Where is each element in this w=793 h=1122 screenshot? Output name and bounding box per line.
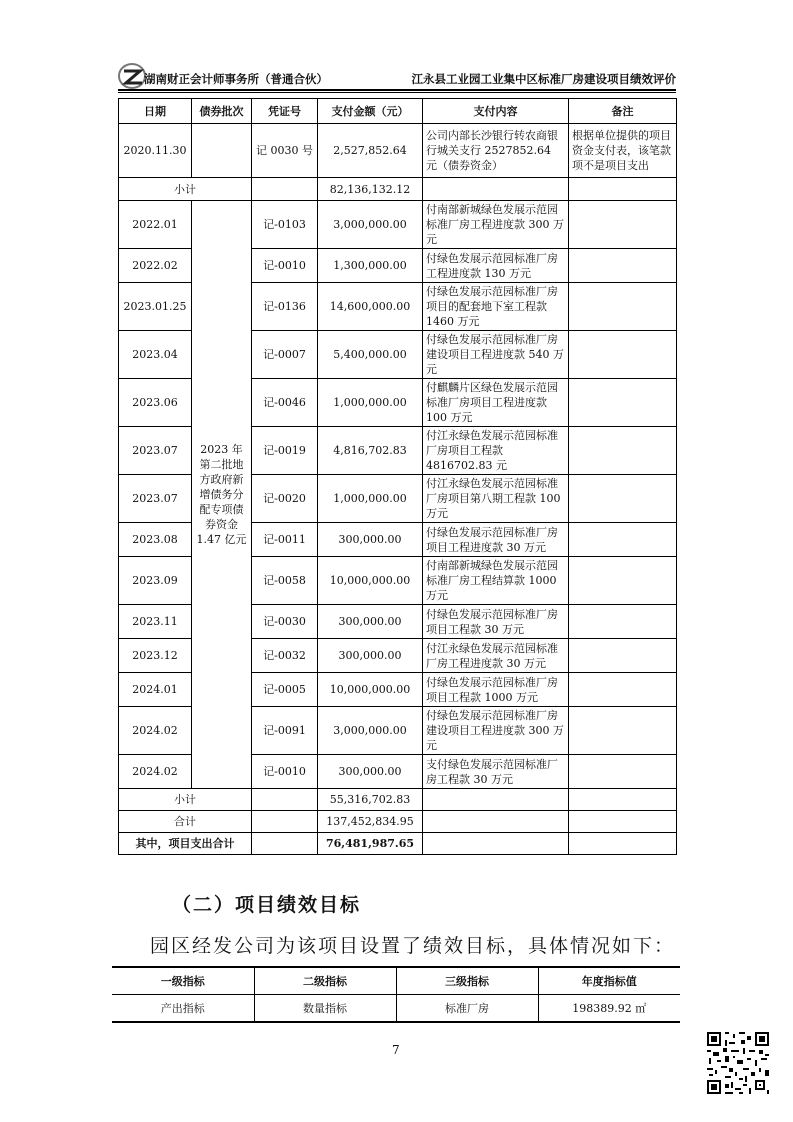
project-total-amount: 76,481,987.65 xyxy=(318,833,423,855)
cell-empty xyxy=(569,789,677,811)
cell-date: 2023.06 xyxy=(119,379,192,427)
cell-remark-empty xyxy=(569,249,677,283)
cell-content: 付江永绿色发展示范园标准厂房工程进度款 30 万元 xyxy=(423,639,569,673)
cell-date: 2023.11 xyxy=(119,605,192,639)
cell-empty xyxy=(252,789,318,811)
header-date: 日期 xyxy=(119,99,192,124)
cell-voucher: 记-0136 xyxy=(252,283,318,331)
cell-voucher: 记-0103 xyxy=(252,201,318,249)
cell-date: 2023.08 xyxy=(119,523,192,557)
subtotal-amount: 55,316,702.83 xyxy=(318,789,423,811)
cell-batch: 2023 年第二批地方政府新增债务分配专项债券资金 1.47 亿元 xyxy=(192,201,252,789)
cell-amount: 300,000.00 xyxy=(318,755,423,789)
cell-voucher: 记 0030 号 xyxy=(252,124,318,178)
cell-remark: 根据单位提供的项目资金支付表，该笔款项不是项目支出 xyxy=(569,124,677,178)
cell-remark-empty xyxy=(569,201,677,249)
total-row xyxy=(119,811,677,833)
cell-date: 2023.01.25 xyxy=(119,283,192,331)
cell-amount: 10,000,000.00 xyxy=(318,673,423,707)
cell-amount: 1,000,000.00 xyxy=(318,379,423,427)
performance-target-table xyxy=(112,966,680,1023)
cell-empty xyxy=(423,178,569,201)
table-row xyxy=(119,201,677,249)
cell-empty xyxy=(569,178,677,201)
cell-content: 付南部新城绿色发展示范园标准厂房工程结算款 1000 万元 xyxy=(423,557,569,605)
cell-level1: 产出指标 xyxy=(112,995,254,1023)
cell-content: 付绿色发展示范园标准厂房工程进度款 130 万元 xyxy=(423,249,569,283)
payment-table xyxy=(118,98,677,855)
header-rule-thin xyxy=(118,92,676,93)
cell-voucher: 记-0058 xyxy=(252,557,318,605)
subtotal-label: 小计 xyxy=(119,178,252,201)
header-content: 支付内容 xyxy=(423,99,569,124)
cell-remark-empty xyxy=(569,673,677,707)
cell-voucher: 记-0007 xyxy=(252,331,318,379)
cell-amount: 3,000,000.00 xyxy=(318,201,423,249)
cell-empty xyxy=(423,833,569,855)
cell-content: 付绿色发展示范园标准厂房项目工程款 30 万元 xyxy=(423,605,569,639)
cell-remark-empty xyxy=(569,475,677,523)
project-total-label: 其中，项目支出合计 xyxy=(119,833,252,855)
header-amount: 支付金额（元） xyxy=(318,99,423,124)
table-row xyxy=(119,124,677,178)
cell-voucher: 记-0020 xyxy=(252,475,318,523)
cell-date: 2020.11.30 xyxy=(119,124,192,178)
cell-amount: 2,527,852.64 xyxy=(318,124,423,178)
cell-content: 付绿色发展示范园标准厂房项目工程进度款 30 万元 xyxy=(423,523,569,557)
cell-empty xyxy=(252,178,318,201)
section-heading: （二）项目绩效目标 xyxy=(172,894,362,916)
firm-name: 湖南财正会计师事务所（普通合伙） xyxy=(144,72,328,86)
cell-remark-empty xyxy=(569,605,677,639)
cell-content: 公司内部长沙银行转农商银行城关支行 2527852.64 元（债券资金） xyxy=(423,124,569,178)
cell-remark-empty xyxy=(569,379,677,427)
document-title: 江永县工业园工业集中区标准厂房建设项目绩效评价 xyxy=(411,72,676,86)
cell-remark-empty xyxy=(569,283,677,331)
cell-content: 付绿色发展示范园标准厂房项目工程款 1000 万元 xyxy=(423,673,569,707)
qr-code-icon xyxy=(705,1030,771,1096)
cell-amount: 4,816,702.83 xyxy=(318,427,423,475)
cell-date: 2024.02 xyxy=(119,755,192,789)
cell-amount: 300,000.00 xyxy=(318,639,423,673)
header-level3: 三级指标 xyxy=(396,967,538,995)
cell-voucher: 记-0010 xyxy=(252,249,318,283)
cell-empty xyxy=(252,833,318,855)
cell-date: 2023.07 xyxy=(119,427,192,475)
project-total-row xyxy=(119,833,677,855)
subtotal-amount: 82,136,132.12 xyxy=(318,178,423,201)
cell-remark-empty xyxy=(569,331,677,379)
cell-remark-empty xyxy=(569,557,677,605)
header-level1: 一级指标 xyxy=(112,967,254,995)
cell-amount: 5,400,000.00 xyxy=(318,331,423,379)
target-header-row xyxy=(112,967,680,995)
cell-empty xyxy=(252,811,318,833)
cell-date: 2023.09 xyxy=(119,557,192,605)
header-annual-value: 年度指标值 xyxy=(538,967,680,995)
cell-voucher: 记-0032 xyxy=(252,639,318,673)
cell-date: 2023.12 xyxy=(119,639,192,673)
subtotal-row xyxy=(119,789,677,811)
cell-date: 2022.01 xyxy=(119,201,192,249)
cell-annual-value: 198389.92 ㎡ xyxy=(538,995,680,1023)
cell-date: 2023.04 xyxy=(119,331,192,379)
cell-voucher: 记-0011 xyxy=(252,523,318,557)
cell-date: 2023.07 xyxy=(119,475,192,523)
cell-amount: 3,000,000.00 xyxy=(318,707,423,755)
cell-voucher: 记-0091 xyxy=(252,707,318,755)
cell-date: 2022.02 xyxy=(119,249,192,283)
cell-date: 2024.02 xyxy=(119,707,192,755)
subtotal-label: 小计 xyxy=(119,789,252,811)
total-amount: 137,452,834.95 xyxy=(318,811,423,833)
cell-amount: 300,000.00 xyxy=(318,605,423,639)
page-number: 7 xyxy=(392,1043,400,1057)
cell-content: 付江永绿色发展示范园标准厂房项目第八期工程款 100 万元 xyxy=(423,475,569,523)
cell-voucher: 记-0030 xyxy=(252,605,318,639)
cell-date: 2024.01 xyxy=(119,673,192,707)
cell-remark-empty xyxy=(569,755,677,789)
cell-remark-empty xyxy=(569,523,677,557)
cell-amount: 300,000.00 xyxy=(318,523,423,557)
cell-empty xyxy=(569,833,677,855)
cell-level3: 标准厂房 xyxy=(396,995,538,1023)
cell-batch-empty xyxy=(192,124,252,178)
subtotal-row xyxy=(119,178,677,201)
header-rule-thick xyxy=(118,89,676,91)
body-paragraph: 园区经发公司为该项目设置了绩效目标，具体情况如下： xyxy=(150,935,676,957)
cell-content: 付南部新城绿色发展示范园标准厂房工程进度款 300 万元 xyxy=(423,201,569,249)
header-voucher: 凭证号 xyxy=(252,99,318,124)
total-label: 合计 xyxy=(119,811,252,833)
header-remark: 备注 xyxy=(569,99,677,124)
cell-amount: 1,000,000.00 xyxy=(318,475,423,523)
cell-content: 付绿色发展示范园标准厂房建设项目工程进度款 300 万元 xyxy=(423,707,569,755)
cell-voucher: 记-0019 xyxy=(252,427,318,475)
target-row xyxy=(112,995,680,1023)
cell-amount: 1,300,000.00 xyxy=(318,249,423,283)
cell-content: 付绿色发展示范园标准厂房建设项目工程进度款 540 万元 xyxy=(423,331,569,379)
cell-content: 付麒麟片区绿色发展示范园标准厂房项目工程进度款 100 万元 xyxy=(423,379,569,427)
cell-content: 付绿色发展示范园标准厂房项目的配套地下室工程款 1460 万元 xyxy=(423,283,569,331)
cell-level2: 数量指标 xyxy=(254,995,396,1023)
header-batch: 债券批次 xyxy=(192,99,252,124)
cell-empty xyxy=(423,811,569,833)
cell-remark-empty xyxy=(569,427,677,475)
cell-voucher: 记-0005 xyxy=(252,673,318,707)
cell-amount: 14,600,000.00 xyxy=(318,283,423,331)
header-level2: 二级指标 xyxy=(254,967,396,995)
cell-content: 支付绿色发展示范园标准厂房工程款 30 万元 xyxy=(423,755,569,789)
cell-voucher: 记-0046 xyxy=(252,379,318,427)
cell-amount: 10,000,000.00 xyxy=(318,557,423,605)
cell-empty xyxy=(423,789,569,811)
page-header xyxy=(118,62,676,90)
cell-voucher: 记-0010 xyxy=(252,755,318,789)
cell-empty xyxy=(569,811,677,833)
cell-remark-empty xyxy=(569,639,677,673)
cell-content: 付江永绿色发展示范园标准厂房项目工程款 4816702.83 元 xyxy=(423,427,569,475)
cell-remark-empty xyxy=(569,707,677,755)
table-header-row xyxy=(119,99,677,124)
